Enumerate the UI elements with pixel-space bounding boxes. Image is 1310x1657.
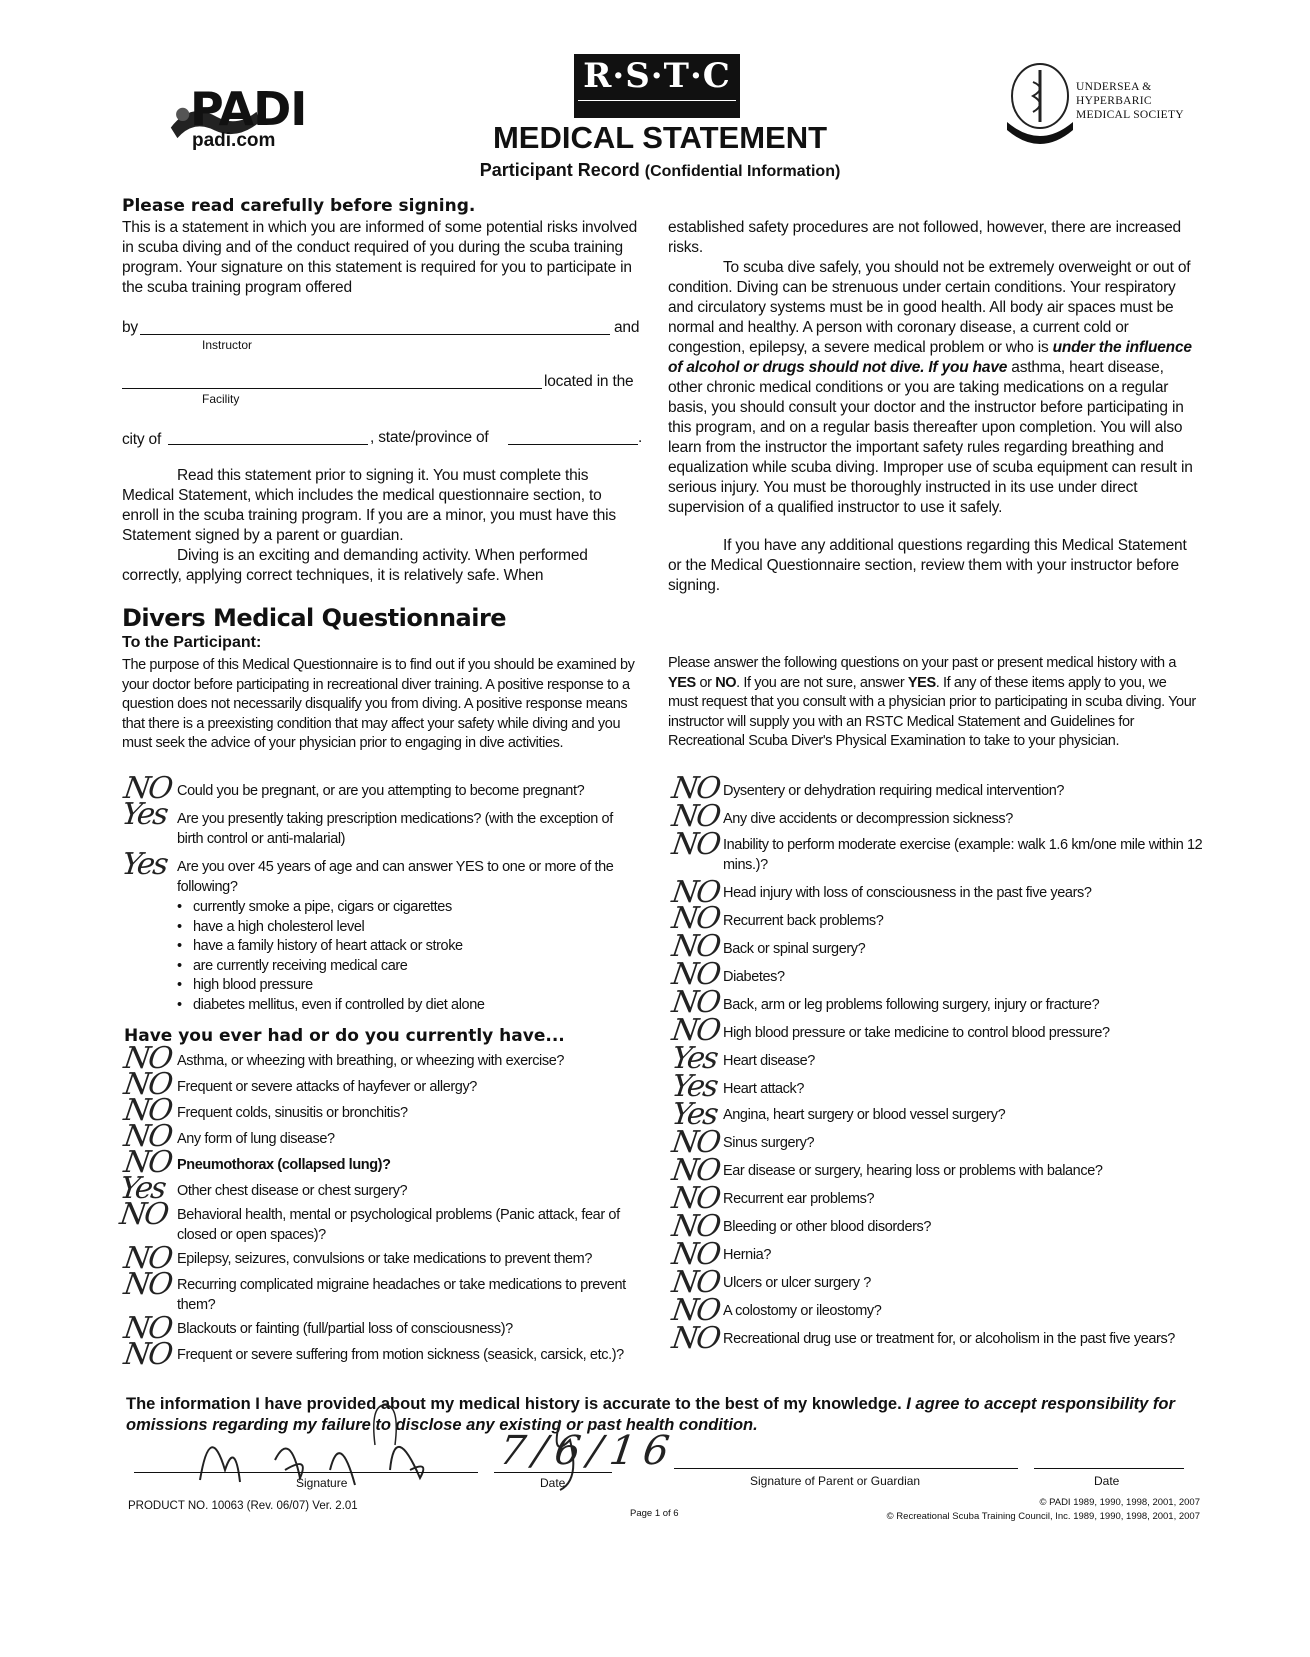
- answer-handwritten[interactable]: NO: [117, 1197, 170, 1232]
- rstc-logo-text: R·S·T·C: [583, 56, 731, 96]
- answer-handwritten[interactable]: NO: [121, 1119, 174, 1154]
- answer-handwritten[interactable]: NO: [121, 1041, 174, 1076]
- intro-paragraph-3: Diving is an exciting and demanding activity. When performed correctly, applying correct techniques, it is relatively safe. When: [122, 547, 588, 584]
- answer-handwritten[interactable]: NO: [669, 1209, 722, 1244]
- answer-handwritten[interactable]: NO: [669, 1125, 722, 1160]
- list-item: • high blood pressure: [177, 976, 637, 996]
- question-text: Other chest disease or chest surgery?: [177, 1183, 408, 1199]
- instr-or: or: [695, 674, 716, 691]
- answer-handwritten[interactable]: NO: [669, 1181, 722, 1216]
- parent-date-line[interactable]: [1034, 1468, 1184, 1469]
- question-text: High blood pressure or take medicine to control blood pressure?: [723, 1025, 1110, 1041]
- instr-yes2: YES: [907, 674, 936, 691]
- question-text: Could you be pregnant, or are you attempting to become pregnant?: [177, 783, 585, 799]
- question-text: Head injury with loss of consciousness in the past five years?: [723, 885, 1092, 901]
- intro-right-2a: To scuba dive safely, you should not be extremely overweight or out of condition. Diving can be strenuous under certain conditions. Your respiratory and circulatory systems must be in good health. All body air spaces must be normal and healthy. A person with coronary disease, a current cold or congestion, epilepsy, a severe medical problem or who is: [668, 259, 1191, 356]
- state-label: , state/province of: [370, 429, 489, 446]
- answer-handwritten[interactable]: NO: [669, 929, 722, 964]
- answer-handwritten[interactable]: Yes: [669, 1097, 719, 1132]
- question-text: Back or spinal surgery?: [723, 941, 866, 957]
- questionnaire-instructions: [668, 654, 1198, 752]
- padi-url: padi.com: [192, 130, 276, 151]
- state-field[interactable]: [508, 444, 638, 445]
- signature-caption: Signature: [296, 1476, 348, 1490]
- intro-right-2: [668, 258, 1198, 518]
- answer-handwritten[interactable]: Yes: [117, 1171, 167, 1206]
- question-text: Heart disease?: [723, 1053, 815, 1069]
- and-label: and: [614, 319, 640, 336]
- question-text: Dysentery or dehydration requiring medical intervention?: [723, 783, 1065, 799]
- answer-handwritten[interactable]: NO: [669, 1293, 722, 1328]
- list-item: • have a high cholesterol level: [177, 918, 637, 938]
- intro-right-2c: If you have: [924, 359, 1008, 376]
- copyright-rstc: © Recreational Scuba Training Council, Inc. 1989, 1990, 1998, 2001, 2007: [886, 1511, 1200, 1522]
- answer-handwritten[interactable]: NO: [121, 1093, 174, 1128]
- answer-handwritten[interactable]: NO: [669, 901, 722, 936]
- question-text: Epilepsy, seizures, convulsions or take medications to prevent them?: [177, 1251, 593, 1267]
- answer-handwritten[interactable]: Yes: [669, 1041, 719, 1076]
- by-label: by: [122, 319, 138, 336]
- answer-handwritten[interactable]: NO: [669, 985, 722, 1020]
- question-text: Inability to perform moderate exercise (example: walk 1.6 km/one mile within 12 mins.)?: [723, 837, 1203, 873]
- copyright-padi: © PADI 1989, 1990, 1998, 2001, 2007: [1039, 1497, 1200, 1508]
- located-label: located in the: [544, 373, 634, 390]
- question-text: Recreational drug use or treatment for, or alcoholism in the past five years?: [723, 1331, 1175, 1347]
- date-line: [494, 1472, 612, 1473]
- signed-date[interactable]: 7/6/16: [496, 1428, 680, 1474]
- instructor-caption: Instructor: [202, 338, 253, 352]
- answer-handwritten[interactable]: NO: [121, 1067, 174, 1102]
- intro-right-2d: asthma, heart disease, other chronic medical conditions or you are taking medications on a regular basis, you should consult your doctor and the instructor before participating in this program, and on a regular basis thereafter upon completion. You will also learn from the instructor the important safety rules regarding breathing and equalization while scuba diving. Improper use of scuba equipment can result in serious injury. You must be thoroughly instructed in its use under direct supervision of a qualified instructor to use it safely.: [668, 359, 1193, 516]
- question-text: Any dive accidents or decompression sickness?: [723, 811, 1013, 827]
- uhms-seal-icon: [1005, 60, 1075, 150]
- age-criteria-list: [177, 898, 637, 1015]
- answer-handwritten[interactable]: NO: [121, 1241, 174, 1276]
- have-you-heading: Have you ever had or do you currently have...: [124, 1026, 565, 1046]
- copyright: [860, 1496, 1200, 1524]
- date-caption: Date: [540, 1476, 566, 1490]
- declaration-responsibility: I agree to accept responsibility for omissions regarding my failure to disclose any existing or past health condition.: [126, 1395, 1175, 1434]
- list-item: • currently smoke a pipe, cigars or cigarettes: [177, 898, 637, 918]
- state-period: .: [638, 429, 643, 446]
- answer-handwritten[interactable]: NO: [121, 1267, 174, 1302]
- answer-handwritten[interactable]: NO: [121, 1337, 174, 1372]
- to-participant: To the Participant:: [122, 634, 262, 651]
- list-item: • have a family history of heart attack or stroke: [177, 937, 637, 957]
- question-text: Heart attack?: [723, 1081, 805, 1097]
- questionnaire-heading: Divers Medical Questionnaire: [122, 604, 507, 632]
- answer-handwritten[interactable]: Yes: [119, 847, 169, 882]
- question-text: Recurrent ear problems?: [723, 1191, 875, 1207]
- intro-right-1: established safety procedures are not followed, however, there are increased risks.: [668, 219, 1181, 256]
- question-text: Are you presently taking prescription medications? (with the exception of birth control or anti-malarial): [177, 811, 613, 847]
- instr-c: . If any of these items apply to you, we must request that you consult with a physician prior to participating in scuba diving. Your instructor will supply you with an RSTC Medical Statement and Guidelines for Recreational Scuba Diver's Physical Examination to take to your physician.: [668, 674, 1196, 749]
- intro-heading: Please read carefully before signing.: [122, 196, 476, 216]
- question-text: Blackouts or fainting (full/partial loss of consciousness)?: [177, 1321, 513, 1337]
- answer-handwritten[interactable]: NO: [669, 1153, 722, 1188]
- intro-right-3: If you have any additional questions regarding this Medical Statement or the Medical Questionnaire section, review them with your instructor before signing.: [668, 537, 1187, 594]
- answer-handwritten[interactable]: NO: [669, 771, 722, 806]
- answer-handwritten[interactable]: NO: [669, 1237, 722, 1272]
- question-text: Back, arm or leg problems following surgery, injury or fracture?: [723, 997, 1100, 1013]
- question-text: Any form of lung disease?: [177, 1131, 335, 1147]
- question-text: Angina, heart surgery or blood vessel surgery?: [723, 1107, 1006, 1123]
- list-item: • diabetes mellitus, even if controlled by diet alone: [177, 996, 637, 1016]
- question-text: Diabetes?: [723, 969, 785, 985]
- question-text: Recurring complicated migraine headaches or take medications to prevent them?: [177, 1277, 626, 1313]
- rstc-logo-rule: [578, 100, 736, 110]
- instr-b: . If you are not sure, answer: [736, 674, 908, 691]
- instr-a: Please answer the following questions on your past or present medical history with a: [668, 655, 1177, 671]
- parent-date-caption: Date: [1094, 1474, 1120, 1488]
- facility-caption: Facility: [202, 392, 240, 406]
- uhms-line: HYPERBARIC: [1076, 95, 1152, 107]
- answer-handwritten[interactable]: NO: [669, 875, 722, 910]
- signature-line: [134, 1472, 478, 1473]
- answer-handwritten[interactable]: NO: [669, 1013, 722, 1048]
- answer-handwritten[interactable]: NO: [669, 1265, 722, 1300]
- page-subtitle: [440, 160, 880, 181]
- question-text: Ear disease or surgery, hearing loss or problems with balance?: [723, 1163, 1103, 1179]
- question-text: Ulcers or ulcer surgery ?: [723, 1275, 871, 1291]
- question-text: Pneumothorax (collapsed lung)?: [177, 1157, 391, 1173]
- question-text: Frequent colds, sinusitis or bronchitis?: [177, 1105, 408, 1121]
- questionnaire-purpose: The purpose of this Medical Questionnaire is to find out if you should be examined by your doctor before participating in recreational diver training. A positive response to a question does not necessarily disqualify you from diving. A positive response means that there is a preexisting condition that may affect your safety while diving and you must seek the advice of your physician prior to engaging in dive activities.: [122, 657, 635, 751]
- page-title: MEDICAL STATEMENT: [492, 120, 828, 155]
- question-text: Asthma, or wheezing with breathing, or wheezing with exercise?: [177, 1053, 565, 1069]
- intro-right-2b: under the influence of alcohol or drugs should not dive.: [668, 339, 1192, 376]
- answer-handwritten[interactable]: NO: [121, 771, 174, 806]
- answer-handwritten[interactable]: NO: [669, 957, 722, 992]
- question-text: Are you over 45 years of age and can answer YES to one or more of the following?: [177, 859, 614, 895]
- instructor-field[interactable]: [140, 334, 610, 335]
- subtitle-note: (Confidential Information): [644, 163, 841, 180]
- intro-paragraph-1: This is a statement in which you are informed of some potential risks involved in scuba diving and of the conduct required of you during the scuba training program. Your signature on this statement is required for you to participate in the scuba training program offered: [122, 219, 638, 296]
- declaration-statement: The information I have provided about my medical history is accurate to the best of my knowledge.: [126, 1395, 902, 1413]
- answer-handwritten[interactable]: NO: [121, 1311, 174, 1346]
- answer-handwritten[interactable]: NO: [121, 1145, 174, 1180]
- answer-handwritten[interactable]: Yes: [669, 1069, 719, 1104]
- city-field[interactable]: [168, 444, 368, 445]
- question-text: Frequent or severe attacks of hayfever or allergy?: [177, 1079, 477, 1095]
- uhms-line: UNDERSEA &: [1076, 81, 1152, 93]
- instr-no: NO: [715, 674, 737, 691]
- answer-handwritten[interactable]: Yes: [119, 797, 169, 832]
- city-label: city of: [122, 431, 162, 448]
- question-text: Hernia?: [723, 1247, 771, 1263]
- instr-yes: YES: [668, 674, 696, 691]
- question-text: Sinus surgery?: [723, 1135, 815, 1151]
- product-number: PRODUCT NO. 10063 (Rev. 06/07) Ver. 2.01: [128, 1500, 358, 1512]
- question-text: Recurrent back problems?: [723, 913, 884, 929]
- parent-signature-line[interactable]: [674, 1468, 1018, 1469]
- list-item: • are currently receiving medical care: [177, 957, 637, 977]
- page-number: Page 1 of 6: [630, 1508, 679, 1519]
- answer-handwritten[interactable]: NO: [669, 799, 722, 834]
- question-text: Frequent or severe suffering from motion sickness (seasick, carsick, etc.)?: [177, 1347, 624, 1363]
- question-text: Behavioral health, mental or psychological problems (Panic attack, fear of closed or open spaces)?: [177, 1207, 620, 1243]
- intro-paragraph-2: Read this statement prior to signing it. You must complete this Medical Statement, which includes the medical questionnaire section, to enroll in the scuba training program. If you are a minor, you must have this Statement signed by a parent or guardian.: [122, 467, 616, 544]
- uhms-line: MEDICAL SOCIETY: [1076, 109, 1184, 121]
- facility-field[interactable]: [122, 388, 542, 389]
- parent-signature-caption: Signature of Parent or Guardian: [750, 1474, 921, 1488]
- answer-handwritten[interactable]: NO: [669, 827, 722, 862]
- answer-handwritten[interactable]: NO: [669, 1321, 722, 1356]
- padi-wordmark: PADI: [190, 82, 307, 136]
- uhms-name: [1076, 80, 1184, 122]
- question-text: A colostomy or ileostomy?: [723, 1303, 882, 1319]
- subtitle-main: Participant Record: [479, 160, 640, 180]
- question-text: Bleeding or other blood disorders?: [723, 1219, 932, 1235]
